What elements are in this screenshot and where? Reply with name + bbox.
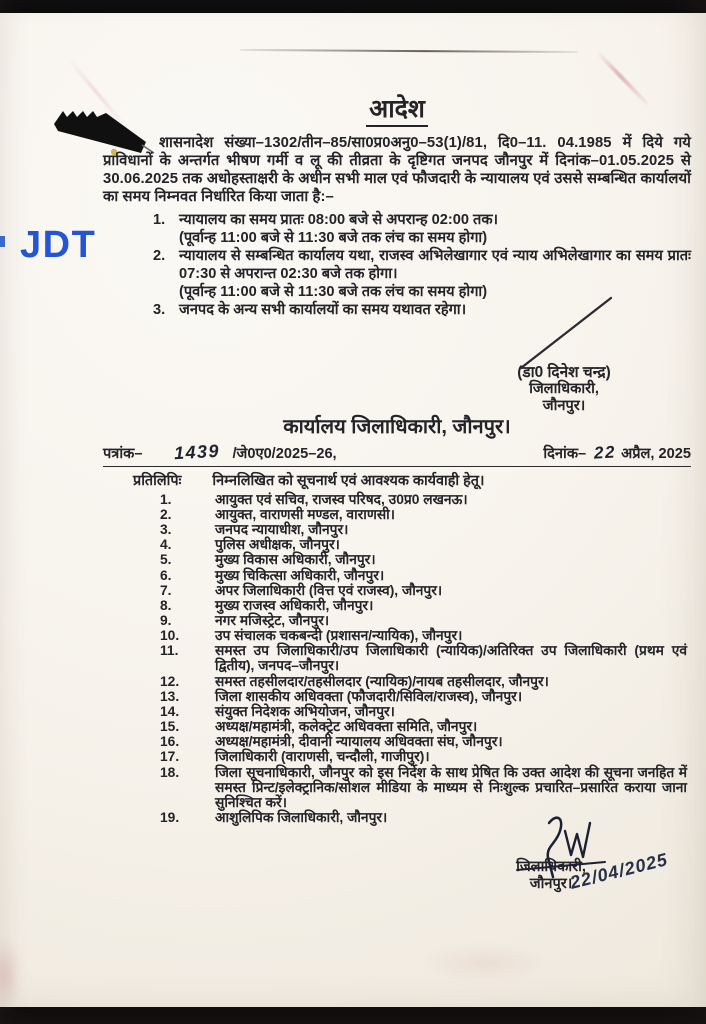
recipient-text: जिला शासकीय अधिवक्ता (फौजदारी/सिविल/राजस्व), जौनपुर। xyxy=(215,688,523,704)
order-item-text: जनपद के अन्य सभी कार्यालयों का समय यथावत रहेगा। xyxy=(179,301,467,318)
order-item-note: (पूर्वान्ह 11:00 बजे से 11:30 बजे तक लंच का समय होगा) xyxy=(179,283,488,300)
recipient-text: अध्यक्ष/महामंत्री, कलेक्ट्रेट अधिवक्ता समिति, जौनपुर। xyxy=(215,719,478,735)
recipient-number: 3. xyxy=(160,522,172,538)
authority-name: (डा0 दिनेश चन्द्र) xyxy=(517,363,611,381)
recipient-text: मुख्य राजस्व अधिकारी, जौनपुर। xyxy=(215,597,374,613)
pink-stain-bottom-middle xyxy=(420,948,550,978)
letter-number-label: पत्रांक– xyxy=(103,445,143,462)
recipient-number: 8. xyxy=(160,597,172,613)
recipient-item xyxy=(103,719,691,734)
recipient-number: 6. xyxy=(160,567,172,583)
letter-number-suffix: /जे0ए0/2025–26, xyxy=(232,445,337,462)
recipient-number: 2. xyxy=(160,506,172,522)
order-title: आदेश xyxy=(366,96,428,127)
recipient-item xyxy=(103,674,691,689)
date-day-handwritten: 22 xyxy=(593,442,617,463)
recipient-text: समस्त तहसीलदार/तहसीलदार (न्यायिक)/नायब तहसीलदार, जौनपुर। xyxy=(215,673,549,689)
recipient-number: 1. xyxy=(160,491,172,507)
recipient-text: नगर मजिस्ट्रेट, जौनपुर। xyxy=(215,613,330,628)
recipient-item xyxy=(103,522,691,537)
recipient-text: जिला सूचनाधिकारी, जौनपुर को इस निर्देश के साथ प्रेषित कि उक्त आदेश की सूचना जनहित में समस्त प्रिन्ट/इलेक्ट्रानिक/सोशल मीडिया के माध्यम से निःशुल्क प्रचारित–प्रसारित कराया जाना सुनिश्चित करें। xyxy=(215,764,687,810)
authority-signature-block xyxy=(459,364,669,415)
recipient-item xyxy=(103,765,691,810)
recipient-item xyxy=(103,689,691,704)
recipient-text: आयुक्त एवं सचिव, राजस्व परिषद, उ0प्र0 लखनऊ। xyxy=(215,491,468,507)
recipient-text: समस्त उप जिलाधिकारी/उप जिलाधिकारी (न्यायिक)/अतिरिक्त उप जिलाधिकारी (प्रथम एवं द्वितीय), जनपद–जौनपुर। xyxy=(215,643,687,674)
office-heading: कार्यालय जिलाधिकारी, जौनपुर। xyxy=(283,415,511,438)
blue-edge-mark xyxy=(0,236,5,247)
authority-designation: जिलाधिकारी, xyxy=(529,380,599,397)
recipient-number: 18. xyxy=(160,764,180,780)
recipient-item xyxy=(103,598,691,613)
recipient-number: 4. xyxy=(160,537,172,553)
scan-artifact-bottom-bar xyxy=(0,1007,706,1024)
recipient-item xyxy=(103,643,691,673)
recipient-number: 17. xyxy=(160,749,180,765)
recipient-number: 9. xyxy=(160,613,172,628)
letter-reference-row xyxy=(103,442,691,467)
signature-stroke xyxy=(517,292,617,372)
recipient-number: 13. xyxy=(160,688,180,704)
recipient-number: 19. xyxy=(160,810,180,826)
recipient-item xyxy=(103,552,691,567)
recipient-number: 12. xyxy=(160,673,180,689)
copy-text: निम्नलिखित को सूचनार्थ एवं आवश्यक कार्यवाही हेतू। xyxy=(212,472,485,489)
recipient-number: 16. xyxy=(160,734,180,750)
recipient-item xyxy=(103,583,691,598)
recipient-number: 7. xyxy=(160,582,172,598)
recipient-item xyxy=(103,537,691,552)
recipient-text: अपर जिलाधिकारी (वित्त एवं राजस्व), जौनपुर। xyxy=(215,582,443,598)
order-item-number: 2. xyxy=(153,248,166,265)
recipient-item xyxy=(103,704,691,719)
recipient-item xyxy=(103,492,691,507)
recipient-text: जिलाधिकारी (वाराणसी, चन्दौली, गाजीपुर)। xyxy=(215,749,430,765)
copy-label: प्रतिलिपिः xyxy=(133,472,182,489)
recipient-item xyxy=(103,613,691,628)
signatory-place: जौनपुर। xyxy=(529,875,573,892)
recipient-item xyxy=(103,507,691,522)
letter-number-handwritten: 1439 xyxy=(173,440,221,463)
scan-artifact-top-bar xyxy=(0,0,706,13)
recipient-text: उप संचालक चकबन्दी (प्रशासन/न्यायिक), जौनपुर। xyxy=(215,628,463,644)
recipient-item xyxy=(103,749,691,764)
order-item-text: न्यायालय का समय प्रातः 08:00 बजे से अपरान्ह 02:00 तक। xyxy=(179,212,499,229)
recipient-number: 14. xyxy=(160,703,180,719)
order-item-note: (पूर्वान्ह 11:00 बजे से 11:30 बजे तक लंच का समय होगा) xyxy=(179,230,488,247)
recipient-item xyxy=(103,628,691,643)
jdt-watermark: JDT xyxy=(20,224,97,266)
recipient-text: आयुक्त, वाराणसी मण्डल, वाराणसी। xyxy=(215,506,395,522)
signatory-designation: जिलाधिकारी, xyxy=(516,859,586,876)
order-item-text: न्यायालय से सम्बन्धित कार्यालय यथा, राजस्व अभिलेखागार एवं न्याय अभिलेखागार का समय प्रातः 07:30 से अपरान्त 02:30 बजे तक होगा। xyxy=(179,248,691,283)
recipients-list xyxy=(103,492,691,825)
recipient-text: मुख्य विकास अधिकारी, जौनपुर। xyxy=(215,552,376,568)
order-item xyxy=(103,212,691,248)
authority-place: जौनपुर। xyxy=(542,397,586,414)
recipient-number: 10. xyxy=(160,628,180,644)
paper-crease-line xyxy=(240,49,578,53)
document-body xyxy=(103,96,691,892)
bottom-signature-block xyxy=(451,849,670,894)
date-label: दिनांक– xyxy=(543,445,587,462)
handwritten-date: 22/04/2025 xyxy=(568,849,670,894)
recipient-text: जनपद न्यायाधीश, जौनपुर। xyxy=(215,522,349,538)
recipient-item xyxy=(103,734,691,749)
recipient-number: 5. xyxy=(160,552,172,568)
recipient-text: मुख्य चिकित्सा अधिकारी, जौनपुर। xyxy=(215,567,385,583)
recipient-text: संयुक्त निदेशक अभियोजन, जौनपुर। xyxy=(215,703,395,719)
date-rest: अप्रैल, 2025 xyxy=(621,445,691,462)
pink-stain-bottom-left xyxy=(0,938,20,1012)
recipient-number: 11. xyxy=(160,643,179,659)
recipient-text: पुलिस अधीक्षक, जौनपुर। xyxy=(215,537,340,553)
recipient-number: 15. xyxy=(160,719,180,735)
copy-to-line xyxy=(133,471,691,490)
recipient-text: अध्यक्ष/महामंत्री, दीवानी न्यायालय अधिवक्ता संघ, जौनपुर। xyxy=(215,734,503,750)
order-item-number: 1. xyxy=(153,212,166,229)
recipient-text: आशुलिपिक जिलाधिकारी, जौनपुर। xyxy=(215,810,388,826)
recipient-item xyxy=(103,568,691,583)
order-item-number: 3. xyxy=(153,301,166,318)
order-intro-paragraph: शासनादेश संख्या–1302/तीन–85/सा0प्र0अनु0–53(1)/81, दि0–11. 04.1985 में दिये गये प्राविधानों के अन्तर्गत भीषण गर्मी व लू की तीव्रता के दृष्टिगत जनपद जौनपुर में दिनांक–01.05.2025 से 30.06.2025 तक अधोहस्ताक्षरी के अधीन सभी माल एवं फौजदारी के न्यायालय एवं उससे सम्बन्धित कार्यालयों का समय निम्नवत निर्धारित किया जाता है:– xyxy=(103,134,691,206)
